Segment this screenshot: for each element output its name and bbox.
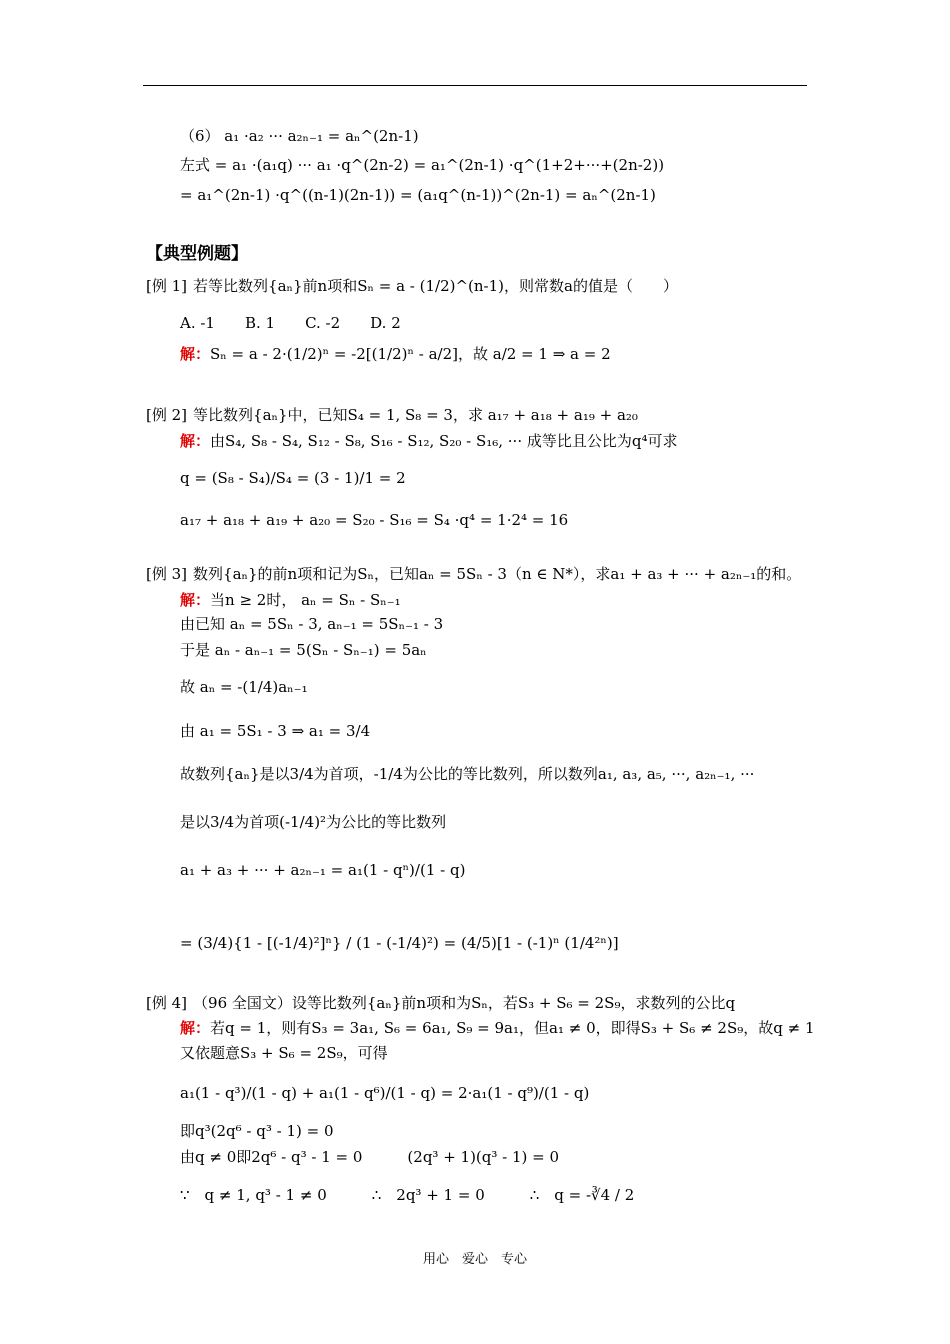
ex3-solution-line4: 故 aₙ = -(1/4)aₙ₋₁ <box>180 678 308 696</box>
sec6-line2: 左式 = a₁ ·(a₁q) ··· a₁ ·q^(2n-2) = a₁^(2n-1) ·q^(1+2+···+(2n-2)) <box>180 156 665 174</box>
section-heading: 【典型例题】 <box>146 244 248 264</box>
ex2-solution-label: 解： <box>180 432 211 450</box>
ex4-solution-line6: ∵ q ≠ 1, q³ - 1 ≠ 0 ∴ 2q³ + 1 = 0 ∴ q = -∛4 / 2 <box>180 1186 635 1204</box>
ex2-solution-text1: 由S₄, S₈ - S₄, S₁₂ - S₈, S₁₆ - S₁₂, S₂₀ - S₁₆, ··· 成等比且公比为q⁴可求 <box>210 432 678 450</box>
ex3-question: 数列{aₙ}的前n项和记为Sₙ，已知aₙ = 5Sₙ - 3（n ∈ N*），求a₁ + a₃ + ··· + a₂ₙ₋₁的和。 <box>193 565 802 583</box>
ex1-solution-label: 解： <box>180 345 211 363</box>
ex3-question-line <box>146 564 801 584</box>
sec6-line1: （6） a₁ ·a₂ ··· a₂ₙ₋₁ = aₙ^(2n-1) <box>180 127 419 145</box>
ex4-question-line <box>146 993 735 1013</box>
ex2-question-line <box>146 405 638 425</box>
ex2-solution-line2: q = (S₈ - S₄)/S₄ = (3 - 1)/1 = 2 <box>180 469 406 487</box>
ex2-question: 等比数列{aₙ}中，已知S₄ = 1, S₈ = 3，求 a₁₇ + a₁₈ + a₁₉ + a₂₀ <box>193 406 638 424</box>
ex1-question: 若等比数列{aₙ}前n项和Sₙ = a - (1/2)^(n-1)，则常数a的值是（ ） <box>193 277 678 295</box>
ex1-solution <box>180 344 611 364</box>
ex4-solution-text1: 若q = 1，则有S₃ = 3a₁, S₆ = 6a₁, S₉ = 9a₁，但a₁ ≠ 0，即得S₃ + S₆ ≠ 2S₉，故q ≠ 1 <box>210 1019 815 1037</box>
ex3-solution-line8: a₁ + a₃ + ··· + a₂ₙ₋₁ = a₁(1 - qⁿ)/(1 - q) <box>180 861 466 879</box>
sec6-line3: = a₁^(2n-1) ·q^((n-1)(2n-1)) = (a₁q^(n-1))^(2n-1) = aₙ^(2n-1) <box>180 186 656 204</box>
ex3-solution-line1 <box>180 590 401 610</box>
ex3-solution-line3: 于是 aₙ - aₙ₋₁ = 5(Sₙ - Sₙ₋₁) = 5aₙ <box>180 641 427 659</box>
ex3-label: [例 3] <box>146 565 188 583</box>
ex4-label: [例 4] <box>146 994 188 1012</box>
ex4-solution-line2: 又依题意S₃ + S₆ = 2S₉，可得 <box>180 1044 388 1062</box>
ex1-choices: A. -1 B. 1 C. -2 D. 2 <box>180 314 401 332</box>
header-rule <box>143 85 807 86</box>
ex3-solution-line5: 由 a₁ = 5S₁ - 3 ⇒ a₁ = 3/4 <box>180 722 371 740</box>
ex3-solution-text1: 当n ≥ 2时， aₙ = Sₙ - Sₙ₋₁ <box>210 591 401 609</box>
ex3-solution-line2: 由已知 aₙ = 5Sₙ - 3, aₙ₋₁ = 5Sₙ₋₁ - 3 <box>180 615 444 633</box>
ex2-solution-line1 <box>180 431 677 451</box>
ex3-solution-line7: 是以3/4为首项(-1/4)²为公比的等比数列 <box>180 813 447 831</box>
ex4-solution-line1 <box>180 1018 815 1038</box>
ex3-solution-label: 解： <box>180 591 211 609</box>
ex2-solution-line3: a₁₇ + a₁₈ + a₁₉ + a₂₀ = S₂₀ - S₁₆ = S₄ ·q⁴ = 1·2⁴ = 16 <box>180 511 569 529</box>
ex4-question: （96 全国文）设等比数列{aₙ}前n项和为Sₙ，若S₃ + S₆ = 2S₉，求数列的公比q <box>193 994 736 1012</box>
ex3-solution-line6: 故数列{aₙ}是以3/4为首项，-1/4为公比的等比数列，所以数列a₁, a₃, a₅, ···, a₂ₙ₋₁, ··· <box>180 765 755 783</box>
ex3-solution-line9: = (3/4){1 - [(-1/4)²]ⁿ} / (1 - (-1/4)²) = (4/5)[1 - (-1)ⁿ (1/4²ⁿ)] <box>180 934 619 952</box>
ex1-label: [例 1] <box>146 277 188 295</box>
ex4-solution-line4: 即q³(2q⁶ - q³ - 1) = 0 <box>180 1122 334 1140</box>
ex4-solution-line5: 由q ≠ 0即2q⁶ - q³ - 1 = 0 (2q³ + 1)(q³ - 1) = 0 <box>180 1148 560 1166</box>
ex4-solution-line3: a₁(1 - q³)/(1 - q) + a₁(1 - q⁶)/(1 - q) = 2·a₁(1 - q⁹)/(1 - q) <box>180 1084 590 1102</box>
ex1-question-line <box>146 276 678 296</box>
ex2-label: [例 2] <box>146 406 188 424</box>
ex1-solution-text: Sₙ = a - 2·(1/2)ⁿ = -2[(1/2)ⁿ - a/2]，故 a/2 = 1 ⇒ a = 2 <box>210 345 611 363</box>
ex4-solution-label: 解： <box>180 1019 211 1037</box>
page-footer: 用心 爱心 专心 <box>422 1252 527 1267</box>
